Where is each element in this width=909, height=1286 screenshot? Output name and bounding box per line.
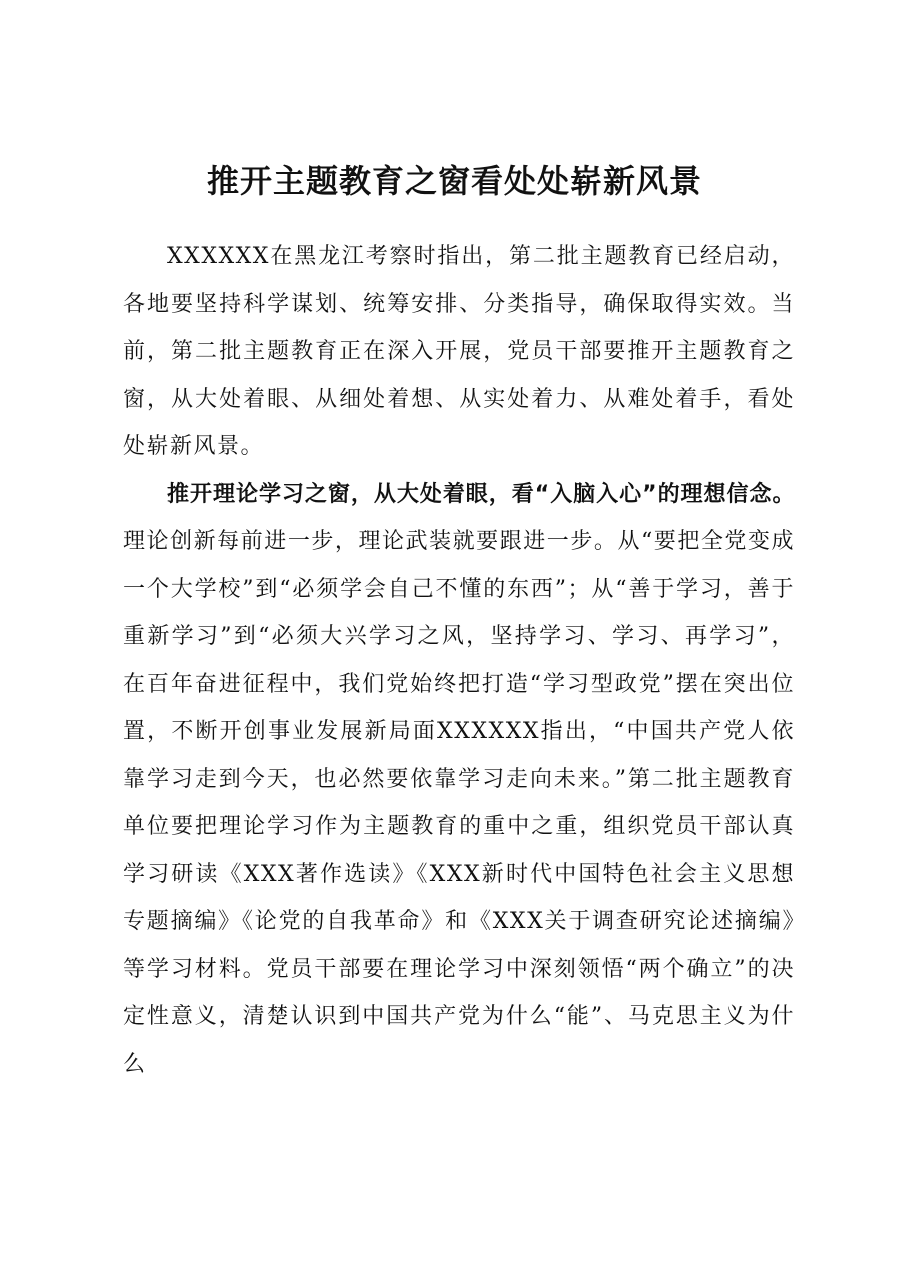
document-title: 推开主题教育之窗看处处崭新风景 (206, 162, 702, 200)
paragraph-intro (123, 233, 795, 471)
paragraph-intro-text: XXXXXX在黑龙江考察时指出，第二批主题教育已经启动，各地要坚持科学谋划、统筹安排、分类指导，确保取得实效。当前，第二批主题教育正在深入开展，党员干部要推开主题教育之窗，从大处着眼、从细处着想、从实处着力、从难处着手，看处处崭新风景。 (123, 244, 795, 459)
document-body (123, 233, 795, 1088)
paragraph-theory-study-text: 理论创新每前进一步，理论武装就要跟进一步。从“要把全党变成一个大学校”到“必须学会自己不懂的东西”；从“善于学习，善于重新学习”到“必须大兴学习之风，坚持学习、学习、再学习”，在百年奋进征程中，我们党始终把打造“学习型政党”摆在突出位置，不断开创事业发展新局面XXXXXX指出，“中国共产党人依靠学习走到今天，也必然要依靠学习走向未来。”第二批主题教育单位要把理论学习作为主题教育的重中之重，组织党员干部认真学习研读《XXX著作选读》《XXX新时代中国特色社会主义思想专题摘编》《论党的自我革命》和《XXX关于调查研究论述摘编》等学习材料。党员干部要在理论学习中深刻领悟“两个确立”的决定性意义，清楚认识到中国共产党为什么“能”、马克思主义为什么 (123, 529, 795, 1077)
paragraph-theory-study-heading: 推开理论学习之窗，从大处着眼，看“入脑入心”的理想信念。 (167, 481, 795, 507)
paragraph-theory-study (123, 471, 795, 1089)
